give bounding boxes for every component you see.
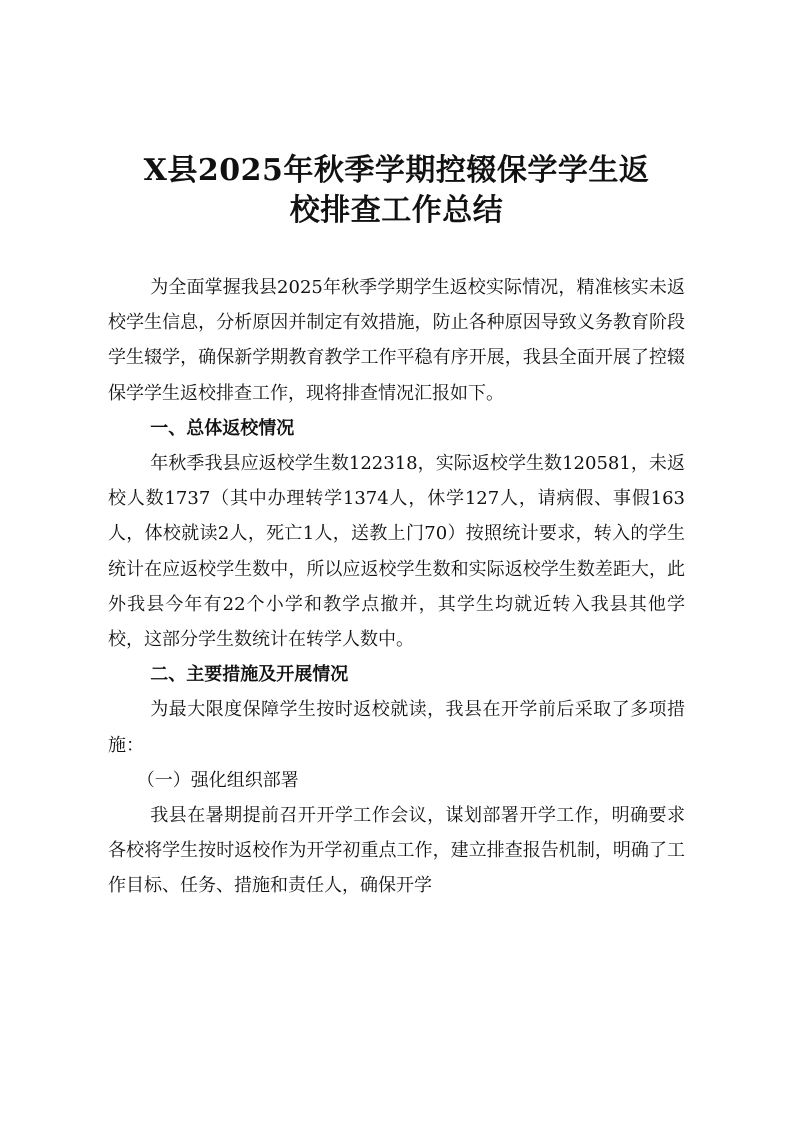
document-title-line-2: 校排查工作总结 [289, 193, 504, 228]
section-2-heading: 二、主要措施及开展情况 [150, 664, 349, 686]
section-1-paragraph: 年秋季我县应返校学生数122318，实际返校学生数120581，未返校人数1737（其中办理转学1374人，休学127人，请病假、事假163人，体校就读2人，死亡1人，送教上门70）按照统计要求，转入的学生统计在应返校学生数中，所以应返校学生数和实际返校学生数差距大，此外我县今年有22个小学和教学点撤并，其学生均就近转入我县其他学校，这部分学生数统计在转学人数中。 [108, 453, 685, 651]
document-body [108, 270, 685, 904]
section-1-heading: 一、总体返校情况 [150, 417, 295, 439]
section-2-intro-paragraph: 为最大限度保障学生按时返校就读，我县在开学前后采取了多项措施： [108, 699, 685, 756]
intro-paragraph: 为全面掌握我县2025年秋季学期学生返校实际情况，精准核实未返校学生信息，分析原因并制定有效措施，防止各种原因导致义务教育阶段学生辍学，确保新学期教育教学工作平稳有序开展，我县全面开展了控辍保学学生返校排查工作，现将排查情况汇报如下。 [108, 277, 685, 404]
document-title-line-1: X县2025年秋季学期控辍保学学生返 [143, 153, 650, 188]
subsection-1-paragraph: 我县在暑期提前召开开学工作会议，谋划部署开学工作，明确要求各校将学生按时返校作为开学初重点工作，建立排查报告机制，明确了工作目标、任务、措施和责任人，确保开学 [108, 805, 685, 897]
subsection-1-heading: （一）强化组织部署 [136, 769, 299, 791]
